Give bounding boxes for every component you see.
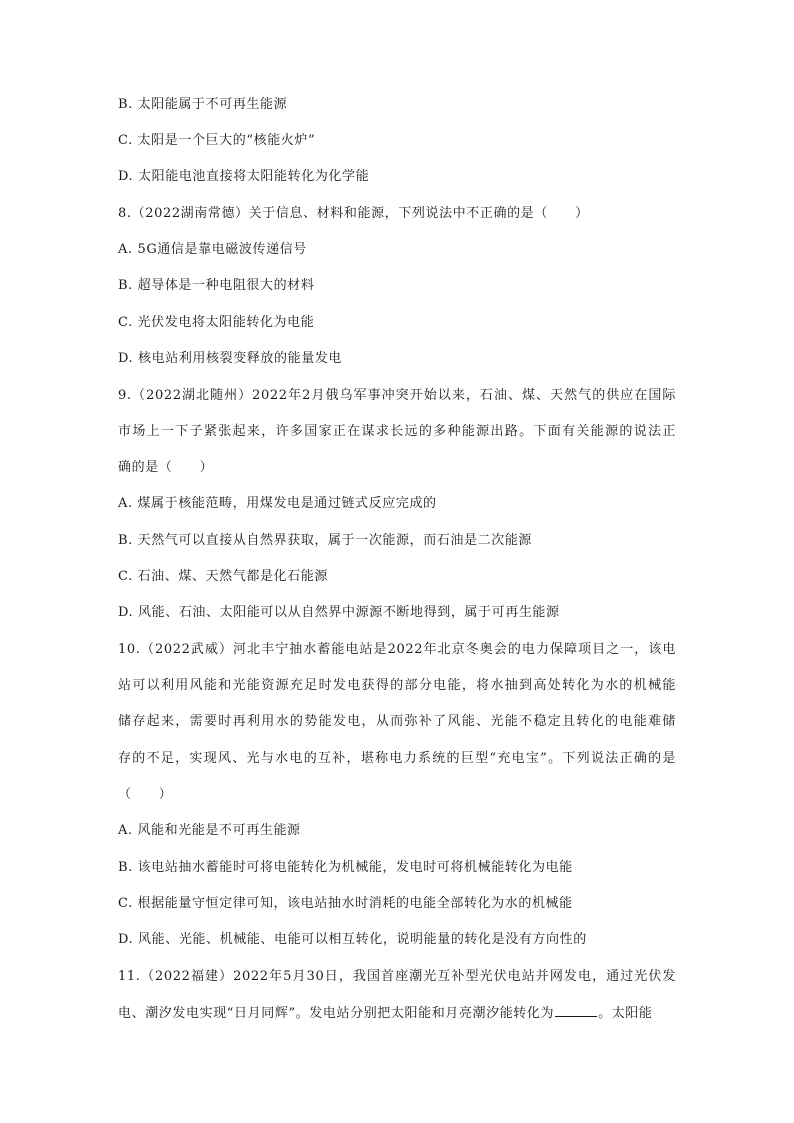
option-c-sun-nuclear-furnace: C. 太阳是一个巨大的“核能火炉” <box>118 133 316 148</box>
question-10-stem-line-1: 10.（2022武威）河北丰宁抽水蓄能电站是2022年北京冬奥会的电力保障项目之一，该电 <box>118 642 676 657</box>
question-9-stem-line-2: 市场上一下子紧张起来，许多国家正在谋求长远的多种能源出路。下面有关能源的说法正 <box>118 424 676 439</box>
question-9-option-a: A. 煤属于核能范畴，用煤发电是通过链式反应完成的 <box>118 496 437 511</box>
question-9-option-d: D. 风能、石油、太阳能可以从自然界中源源不断地得到，属于可再生能源 <box>118 605 560 620</box>
question-11-text-after-blank: 。太阳能 <box>598 1006 653 1021</box>
question-10-stem-line-5: （ ） <box>118 787 173 802</box>
question-8-option-d: D. 核电站利用核裂变释放的能量发电 <box>118 351 343 366</box>
question-8-option-a: A. 5G通信是靠电磁波传递信号 <box>118 242 307 257</box>
question-10-stem-line-3: 储存起来，需要时再利用水的势能发电，从而弥补了风能、光能不稳定且转化的电能难储 <box>118 714 676 729</box>
question-9-option-c: C. 石油、煤、天然气都是化石能源 <box>118 569 328 584</box>
question-9-stem-line-1: 9.（2022湖北随州）2022年2月俄乌军事冲突开始以来，石油、煤、天然气的供应在国际 <box>118 388 676 403</box>
question-8-option-b: B. 超导体是一种电阻很大的材料 <box>118 278 315 293</box>
question-9-option-b: B. 天然气可以直接从自然界获取，属于一次能源，而石油是二次能源 <box>118 533 533 548</box>
question-9-stem-line-3: 确的是（ ） <box>118 460 214 475</box>
question-11-stem-line-2 <box>118 1004 653 1023</box>
question-11-text-before-blank: 电、潮汐发电实现“日月同辉”。发电站分别把太阳能和月亮潮汐能转化为 <box>118 1006 555 1021</box>
question-10-option-b: B. 该电站抽水蓄能时可将电能转化为机械能，发电时可将机械能转化为电能 <box>118 860 573 875</box>
question-11-stem-line-1: 11.（2022福建）2022年5月30日，我国首座潮光互补型光伏电站并网发电，通过光伏发 <box>118 969 676 984</box>
question-8-stem: 8.（2022湖南常德）关于信息、材料和能源，下列说法中不正确的是（ ） <box>118 206 589 221</box>
question-10-stem-line-2: 站可以利用风能和光能资源充足时发电获得的部分电能，将水抽到高处转化为水的机械能 <box>118 678 676 693</box>
question-10-stem-line-4: 存的不足，实现风、光与水电的互补，堪称电力系统的巨型“充电宝”。下列说法正确的是 <box>118 751 676 766</box>
question-8-option-c: C. 光伏发电将太阳能转化为电能 <box>118 315 315 330</box>
question-10-option-a: A. 风能和光能是不可再生能源 <box>118 823 301 838</box>
question-10-option-c: C. 根据能量守恒定律可知，该电站抽水时消耗的电能全部转化为水的机械能 <box>118 896 573 911</box>
option-b-solar-nonrenewable: B. 太阳能属于不可再生能源 <box>118 97 288 112</box>
option-d-solar-cell-chemical: D. 太阳能电池直接将太阳能转化为化学能 <box>118 169 370 184</box>
question-10-option-d: D. 风能、光能、机械能、电能可以相互转化，说明能量的转化是没有方向性的 <box>118 932 587 947</box>
answer-blank[interactable] <box>555 1004 597 1017</box>
